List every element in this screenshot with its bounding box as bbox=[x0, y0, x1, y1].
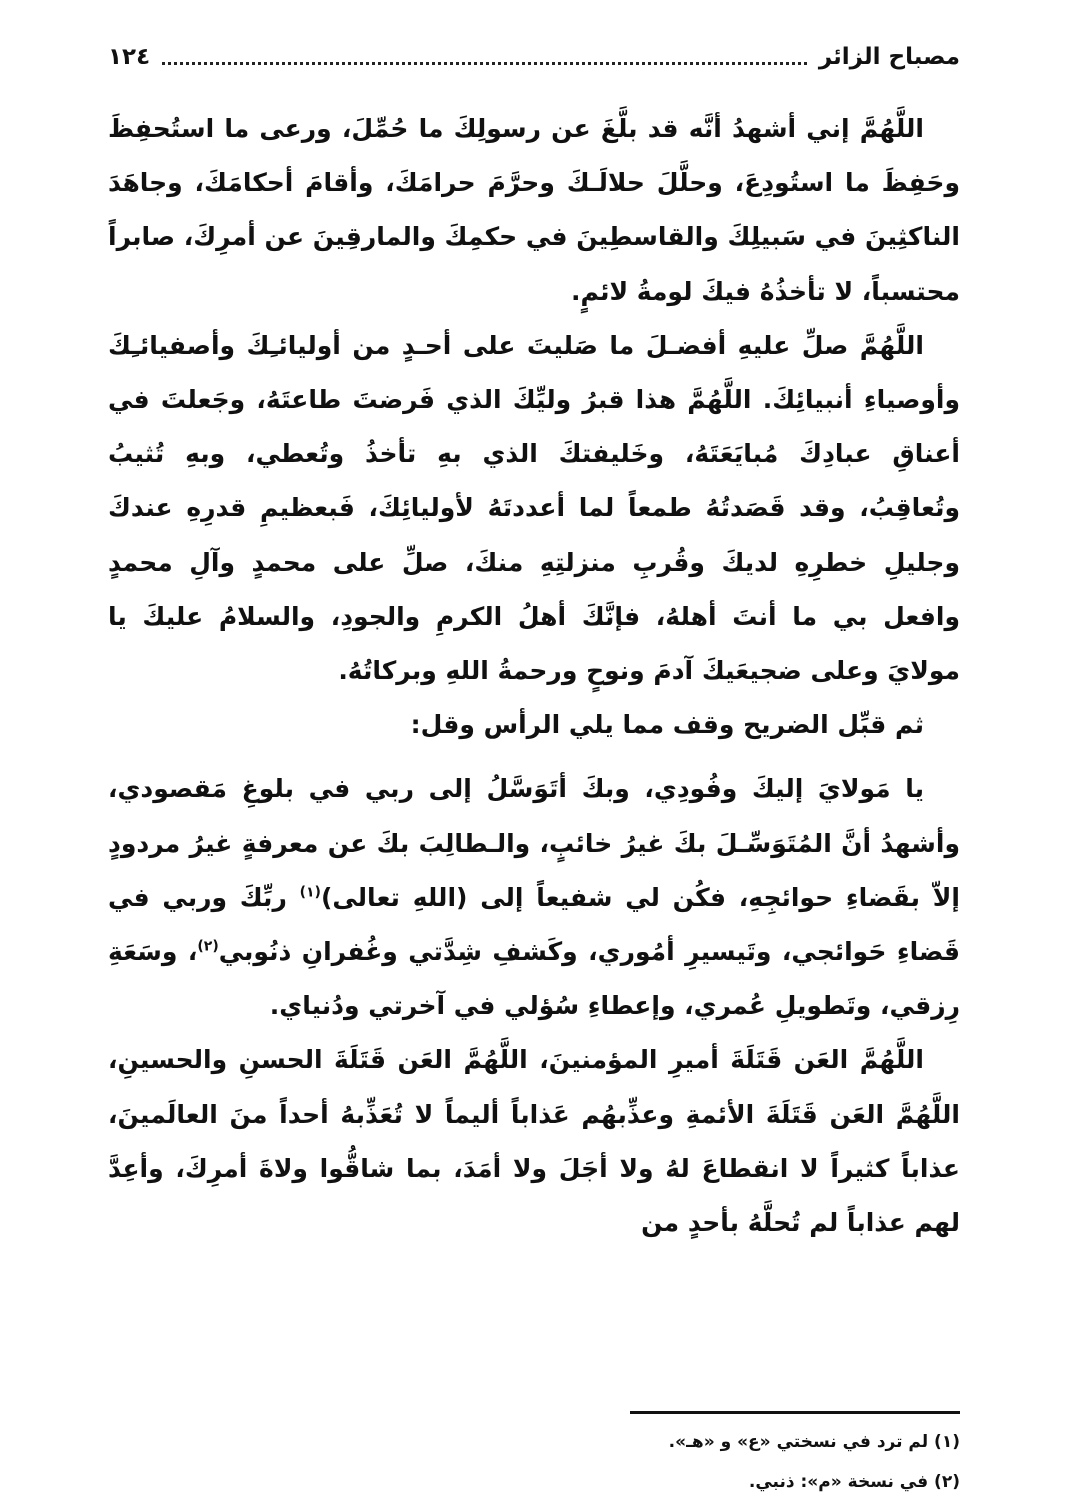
footnotes bbox=[108, 1422, 960, 1502]
footnote-separator bbox=[630, 1411, 960, 1414]
intercession-text-part-2: ربِّكَ وربي في قَضاءِ حَوائجي، وتَيسيرِ أمُوري، وكَشفِ شِدَّتي وغُفرانِ ذنُوبي bbox=[108, 882, 960, 967]
footnote-1: (١) لم ترد في نسختي «ع» و «هـ». bbox=[668, 1432, 960, 1452]
paragraph-instruction: ثم قبِّل الضريح وقف مما يلي الرأس وقل: bbox=[410, 710, 924, 740]
footnote-ref-1: (١) bbox=[299, 884, 321, 901]
paragraph-intercession bbox=[108, 762, 960, 1033]
page-header bbox=[108, 34, 960, 80]
paragraph-blessing: اللَّهُمَّ صلِّ عليهِ أفضـلَ ما صَليتَ على أحـدٍ من أوليائـِكَ وأصفيائـِكَ وأوصياءِ أنبيائِكَ. اللَّهُمَّ هذا قبرُ وليِّكَ الذي فَرضتَ طاعتَهُ، وجَعلتَ في أعناقِ عبادِكَ مُبايَعَتَهُ، وخَليفتكَ الذي بهِ تأخذُ وتُعطي، وبهِ تُثيبُ وتُعاقِبُ، وقد قَصَدتُهُ طمعاً لما أعددتَهُ لأوليائِكَ، فَبعظيمِ قدرِهِ عندكَ وجليلِ خطرِهِ لديكَ وقُربِ منزلتِهِ منكَ، صلِّ على محمدٍ وآلِ محمدٍ وافعل بي ما أنتَ أهلهُ، فإنَّكَ أهلُ الكرمِ والجودِ، والسلامُ عليكَ يا مولايَ وعلى ضجيعَيكَ آدمَ ونوحٍ ورحمةُ اللهِ وبركاتُهُ. bbox=[108, 330, 960, 686]
footnote-2: (٢) في نسخة «م»: ذنبي. bbox=[748, 1472, 960, 1492]
paragraph-curse: اللَّهُمَّ العَن قَتَلَةَ أميرِ المؤمنينَ، اللَّهُمَّ العَن قَتَلَةَ الحسنِ والحسينِ، اللَّهُمَّ العَن قَتَلَةَ الأئمةِ وعذِّبهُم عَذاباً أليماً لا تُعَذِّبهُ أحداً منَ العالَمينَ، عذاباً كثيراً لا انقطاعَ لهُ ولا أجَلَ ولا أمَدَ، بما شاقُّوا ولاةَ أمرِكَ، وأعِدَّ لهم عذاباً لم تُحلَّهُ بأحدٍ من bbox=[108, 1045, 960, 1238]
main-text bbox=[108, 102, 960, 1250]
intercession-text-part-3: ، وسَعَةِ رِزقي، وتَطويلِ عُمري، وإعطاءِ سُؤلي في آخرتي ودُنياي. bbox=[108, 937, 960, 1021]
paragraph-testimony: اللَّهُمَّ إني أشهدُ أنَّه قد بلَّغَ عن رسولِكَ ما حُمِّلَ، ورعى ما استُحفِظَ وحَفِظَ ما استُودِعَ، وحلَّلَ حلالَـكَ وحرَّمَ حرامَكَ، وأقامَ أحكامَكَ، وجاهَدَ الناكثِينَ في سَبيلِكَ والقاسطِينَ في حكمِكَ والمارقِينَ عن أمرِكَ، صابراً محتسباً، لا تأخذُهُ فيكَ لومةُ لائمٍ. bbox=[108, 114, 960, 306]
footnote-ref-2: (٢) bbox=[197, 938, 219, 955]
page-number: ١٢٤ bbox=[108, 44, 151, 70]
header-dotted-leader bbox=[162, 50, 807, 65]
running-title: مصباح الزائر bbox=[818, 44, 960, 70]
intercession-text-part-1: يا مَولايَ إليكَ وفُودِي، وبكَ أتَوَسَّلُ إلى ربي في بلوغِ مَقصودي، وأشهدُ أنَّ المُتَوَسِّـلَ بكَ غيرُ خائبٍ، والـطالِبَ بكَ عن معرفةٍ غيرُ مردودٍ إلاّ بقَضاءِ حوائجِهِ، فكُن لي شفيعاً إلى (اللهِ تعالى) bbox=[108, 774, 960, 912]
